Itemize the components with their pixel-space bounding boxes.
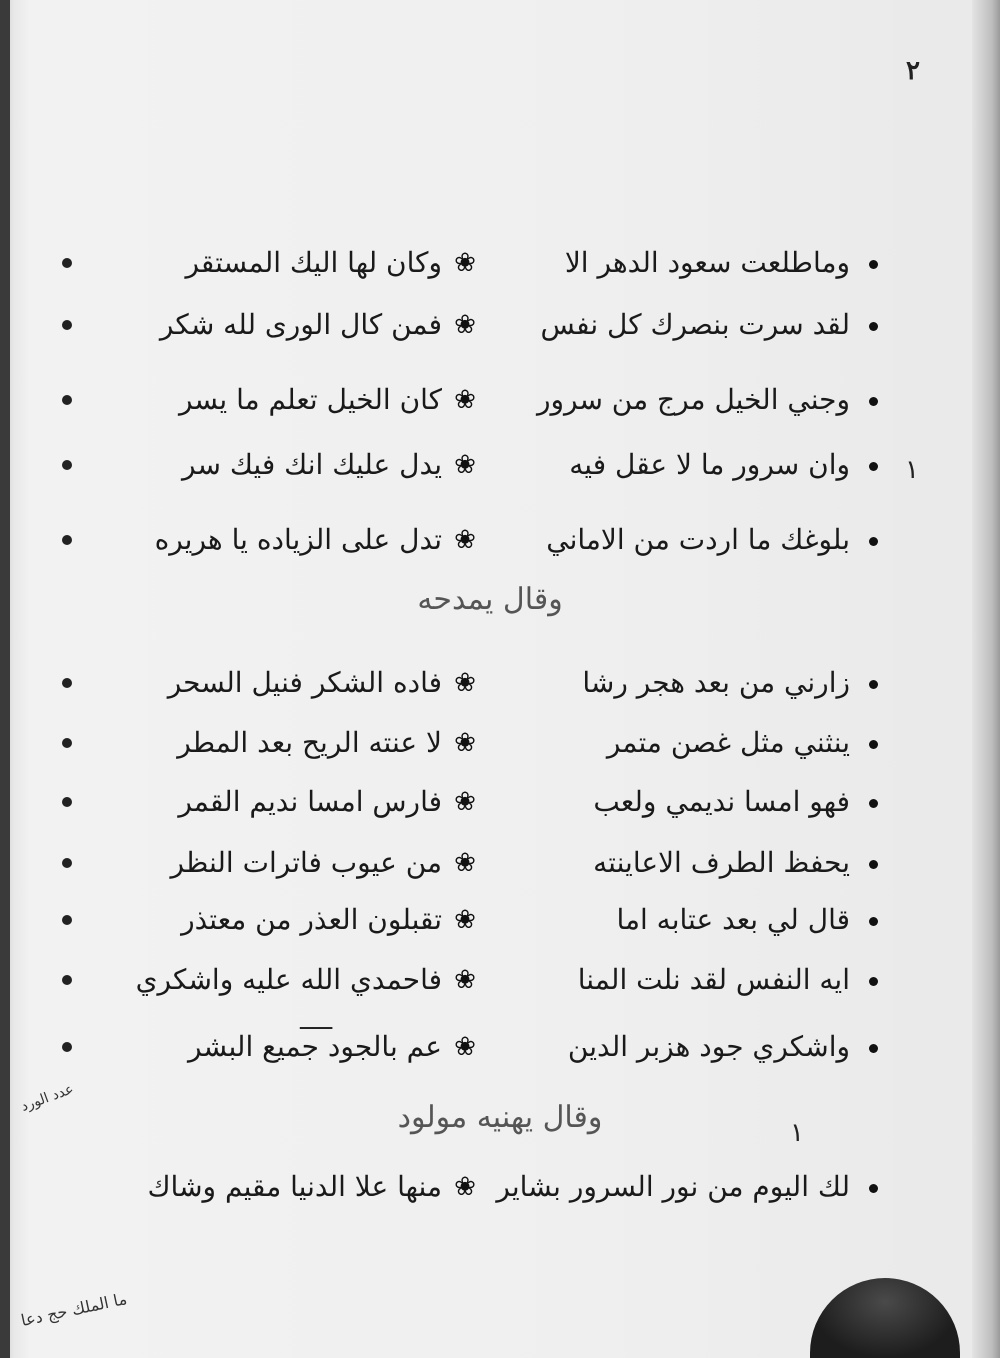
divider-flower-icon: ❀	[454, 848, 476, 878]
bullet-dot-icon	[869, 397, 878, 406]
verse-second-hemistich: يدل عليك انك فيك سر	[182, 448, 442, 481]
margin-number-mark: ١	[790, 1118, 804, 1148]
verse-line	[70, 838, 860, 888]
verse-second-hemistich: من عيوب فاترات النظر	[170, 846, 442, 879]
bullet-dot-icon	[869, 977, 878, 986]
bullet-dot-icon	[869, 740, 878, 749]
verse-first-hemistich: بلوغك ما اردت من الاماني	[546, 523, 850, 556]
verse-second-hemistich: لا عنته الريح بعد المطر	[177, 726, 442, 759]
bullet-dot-icon	[869, 917, 878, 926]
divider-flower-icon: ❀	[454, 1032, 476, 1062]
end-dot-icon	[62, 460, 72, 470]
thumb-shadow	[810, 1278, 960, 1358]
divider-flower-icon: ❀	[454, 668, 476, 698]
verse-second-hemistich: وكان لها اليك المستقر	[185, 246, 442, 279]
bullet-dot-icon	[869, 680, 878, 689]
verse-line	[70, 515, 860, 565]
verse-first-hemistich: لقد سرت بنصرك كل نفس	[540, 308, 850, 341]
end-dot-icon	[62, 535, 72, 545]
page-number: ٢	[906, 56, 920, 86]
bullet-dot-icon	[869, 1184, 878, 1193]
overline-dash: ـــــ	[300, 1010, 333, 1035]
verse-line	[70, 375, 860, 425]
end-dot-icon	[62, 738, 72, 748]
bullet-dot-icon	[869, 462, 878, 471]
verse-second-hemistich: منها علا الدنيا مقيم وشاك	[147, 1170, 442, 1203]
verse-first-hemistich: فهو امسا نديمي ولعب	[593, 785, 850, 818]
verse-second-hemistich: عم بالجود جميع البشر	[188, 1030, 442, 1063]
divider-flower-icon: ❀	[454, 385, 476, 415]
divider-flower-icon: ❀	[454, 905, 476, 935]
verse-line	[70, 1022, 860, 1072]
verse-second-hemistich: فارس امسا نديم القمر	[178, 785, 442, 818]
divider-flower-icon: ❀	[454, 728, 476, 758]
bullet-dot-icon	[869, 799, 878, 808]
end-dot-icon	[62, 1042, 72, 1052]
verse-first-hemistich: وان سرور ما لا عقل فيه	[569, 448, 850, 481]
section-heading: وقال يمدحه	[417, 582, 563, 617]
end-dot-icon	[62, 258, 72, 268]
verse-first-hemistich: يحفظ الطرف الاعاينته	[593, 846, 850, 879]
verse-first-hemistich: ينثني مثل غصن متمر	[606, 726, 850, 759]
divider-flower-icon: ❀	[454, 450, 476, 480]
verse-second-hemistich: تقبلون العذر من معتذر	[181, 903, 442, 936]
verse-line	[70, 440, 860, 490]
verse-second-hemistich: فمن كال الورى لله شكر	[159, 308, 442, 341]
verse-line	[70, 955, 860, 1005]
verse-line	[70, 658, 860, 708]
divider-flower-icon: ❀	[454, 787, 476, 817]
end-dot-icon	[62, 395, 72, 405]
verse-second-hemistich: كان الخيل تعلم ما يسر	[178, 383, 442, 416]
verse-first-hemistich: واشكري جود هزبر الدين	[567, 1030, 850, 1063]
bullet-dot-icon	[869, 537, 878, 546]
verse-first-hemistich: زارني من بعد هجر رشا	[582, 666, 850, 699]
verse-line	[70, 777, 860, 827]
end-dot-icon	[62, 797, 72, 807]
verse-second-hemistich: فاحمدي الله عليه واشكري	[135, 963, 442, 996]
divider-flower-icon: ❀	[454, 310, 476, 340]
bullet-dot-icon	[869, 322, 878, 331]
verse-line	[70, 300, 860, 350]
verse-second-hemistich: فاده الشكر فنيل السحر	[167, 666, 442, 699]
verse-first-hemistich: ايه النفس لقد نلت المنا	[577, 963, 850, 996]
section-heading: وقال يهنيه مولود	[397, 1100, 603, 1135]
verse-line	[70, 718, 860, 768]
end-dot-icon	[62, 975, 72, 985]
end-dot-icon	[62, 320, 72, 330]
end-dot-icon	[62, 858, 72, 868]
verse-line	[70, 1162, 860, 1212]
bullet-dot-icon	[869, 260, 878, 269]
bullet-dot-icon	[869, 1044, 878, 1053]
divider-flower-icon: ❀	[454, 248, 476, 278]
verse-first-hemistich: وماطلعت سعود الدهر الا	[564, 246, 850, 279]
bullet-dot-icon	[869, 860, 878, 869]
end-dot-icon	[62, 915, 72, 925]
verse-first-hemistich: قال لي بعد عتابه اما	[616, 903, 850, 936]
divider-flower-icon: ❀	[454, 525, 476, 555]
margin-note-left: عدد الورد	[18, 1081, 76, 1115]
verse-first-hemistich: وجني الخيل مرج من سرور	[536, 383, 850, 416]
verse-first-hemistich: لك اليوم من نور السرور بشاير	[496, 1170, 850, 1203]
page-right-edge	[972, 0, 1000, 1358]
end-dot-icon	[62, 678, 72, 688]
verse-second-hemistich: تدل على الزياده يا هريره	[154, 523, 442, 556]
divider-flower-icon: ❀	[454, 1172, 476, 1202]
margin-note-bottom: ما الملك حج دعا	[19, 1288, 129, 1331]
margin-number-mark: ١	[905, 455, 919, 485]
page-left-binding-edge	[0, 0, 10, 1358]
verse-line	[70, 238, 860, 288]
verse-line	[70, 895, 860, 945]
divider-flower-icon: ❀	[454, 965, 476, 995]
